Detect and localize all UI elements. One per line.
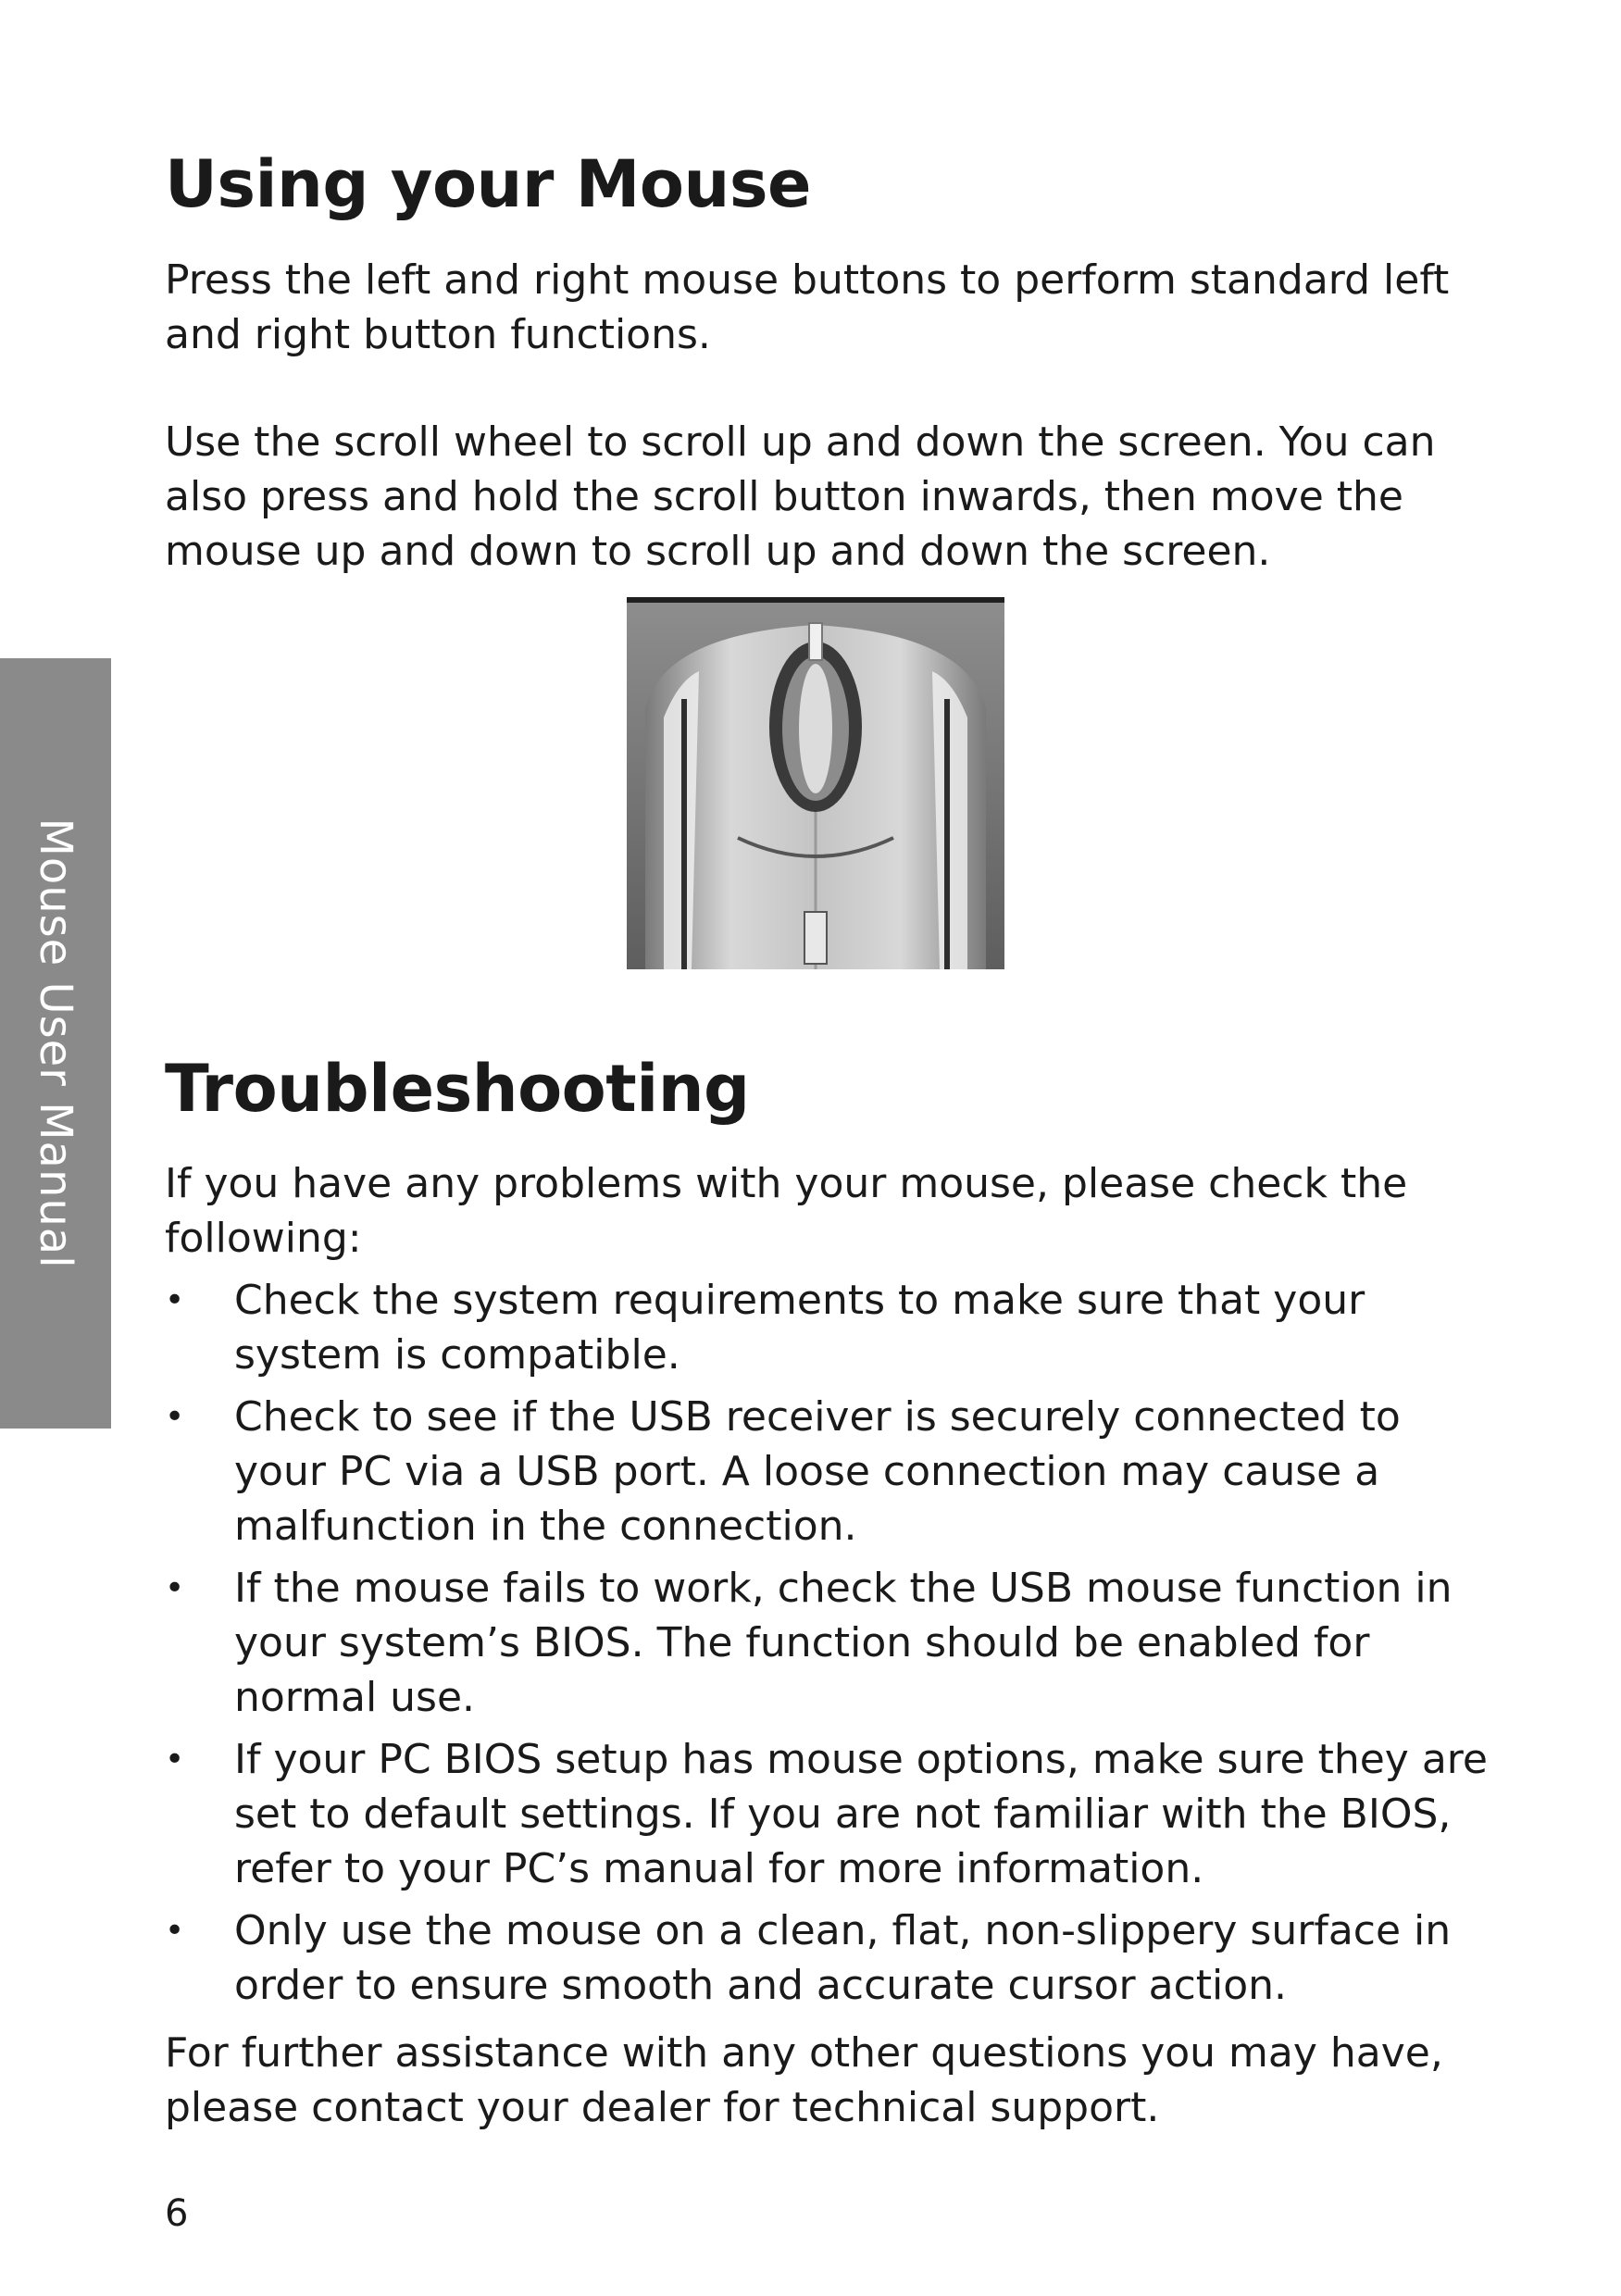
closing-paragraph: For further assistance with any other questions you may have, please contact your dealer for technical support. [165,2029,1443,2131]
list-item [165,1732,1498,1896]
paragraph-scroll: Use the scroll wheel to scroll up and down the screen. You can also press and hold the scroll button inwards, then move the mouse up and down to scroll up and down the screen. [165,418,1436,575]
troubleshooting-intro: If you have any problems with your mouse, please check the following: [165,1160,1408,1262]
bullet-icon: • [165,1741,185,1778]
mouse-photo [627,597,1004,969]
list-item [165,1561,1498,1725]
bullet-icon: • [165,1281,185,1319]
bullet-icon: • [165,1912,185,1950]
list-item-text: Check the system requirements to make sure that your system is compatible. [234,1277,1365,1379]
list-item [165,1390,1498,1554]
side-tab-label: Mouse User Manual [30,817,81,1269]
section-title-using-mouse: Using your Mouse [165,146,811,222]
page-number: 6 [165,2192,189,2235]
bullet-icon: • [165,1569,185,1607]
list-item-text: If your PC BIOS setup has mouse options, make sure they are set to default settings. If you are not familiar with the BIOS, refer to your PC’s manual for more information. [234,1736,1488,1892]
troubleshooting-list [165,1273,1498,2020]
list-item [165,1273,1498,1382]
list-item-text: Check to see if the USB receiver is securely connected to your PC via a USB port. A loose connection may cause a malfunction in the connection. [234,1393,1401,1550]
bullet-icon: • [165,1398,185,1436]
list-item [165,1903,1498,2013]
paragraph-buttons: Press the left and right mouse buttons to perform standard left and right button functions. [165,256,1450,358]
list-item-text: If the mouse fails to work, check the USB mouse function in your system’s BIOS. The function should be enabled for normal use. [234,1565,1453,1721]
list-item-text: Only use the mouse on a clean, flat, non-slippery surface in order to ensure smooth and accurate cursor action. [234,1907,1452,2009]
side-tab [0,658,111,1429]
section-title-troubleshooting: Troubleshooting [165,1051,750,1127]
